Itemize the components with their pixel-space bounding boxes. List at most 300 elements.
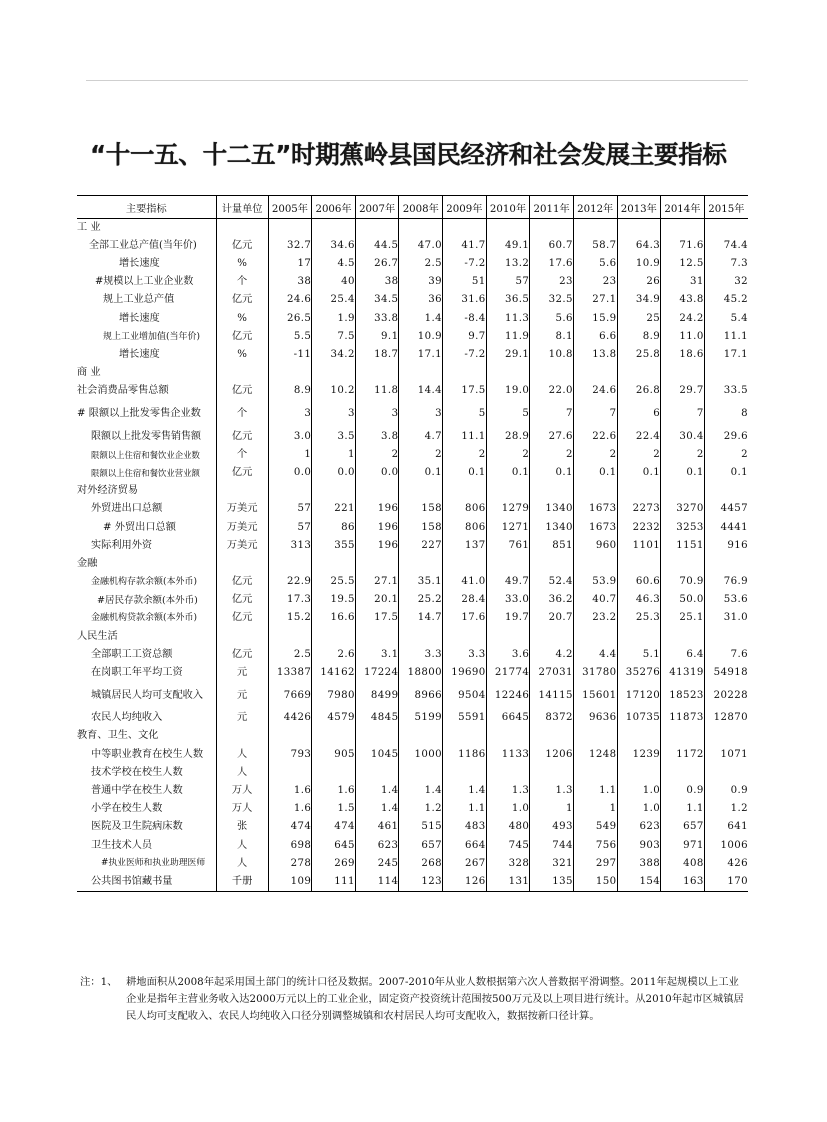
header-year: 2014年 <box>661 196 705 219</box>
value-cell: 8.1 <box>530 328 574 346</box>
value-cell: 1271 <box>486 519 530 537</box>
value-cell: 13387 <box>268 664 312 682</box>
value-cell: 3 <box>399 401 443 428</box>
value-cell: 328 <box>486 855 530 873</box>
value-cell: 641 <box>704 819 748 837</box>
value-cell: 26.8 <box>617 383 661 401</box>
value-cell: 11.0 <box>661 328 705 346</box>
value-cell: 1071 <box>704 746 748 764</box>
value-cell: 22.9 <box>268 573 312 591</box>
value-cell: 1 <box>573 800 617 818</box>
value-cell: 17 <box>268 255 312 273</box>
empty-cell <box>312 219 356 238</box>
value-cell: 761 <box>486 537 530 555</box>
indicator-label: 规上工业总产值 <box>103 294 175 306</box>
value-cell: 6.4 <box>661 646 705 664</box>
value-cell: 1.1 <box>661 800 705 818</box>
header-indicator: 主要指标 <box>77 196 216 219</box>
value-cell: 1239 <box>617 746 661 764</box>
value-cell: 269 <box>312 855 356 873</box>
value-cell: 6 <box>617 401 661 428</box>
value-cell: -7.2 <box>443 346 487 364</box>
value-cell: 13.8 <box>573 346 617 364</box>
empty-cell <box>530 482 574 500</box>
empty-cell <box>704 555 748 573</box>
value-cell: 9636 <box>573 710 617 728</box>
indicator-label: 增长速度 <box>119 258 160 270</box>
value-cell: 268 <box>399 855 443 873</box>
value-cell: 4579 <box>312 710 356 728</box>
value-cell: 17.1 <box>704 346 748 364</box>
unit-cell: 人 <box>216 746 268 764</box>
section-label: 商 业 <box>77 367 101 379</box>
value-cell: 4.7 <box>399 428 443 446</box>
value-cell: 58.7 <box>573 237 617 255</box>
value-cell: 1 <box>268 446 312 464</box>
value-cell: 57 <box>486 274 530 292</box>
value-cell: 17.3 <box>268 592 312 610</box>
value-cell: 18.6 <box>661 346 705 364</box>
value-cell: 7980 <box>312 683 356 710</box>
value-cell: 2 <box>355 446 399 464</box>
value-cell: 6.6 <box>573 328 617 346</box>
value-cell: 313 <box>268 537 312 555</box>
value-cell: 1.6 <box>268 782 312 800</box>
value-cell: 227 <box>399 537 443 555</box>
unit-cell: 亿元 <box>216 428 268 446</box>
header-year: 2006年 <box>312 196 356 219</box>
empty-cell <box>661 555 705 573</box>
value-cell: 45.2 <box>704 292 748 310</box>
value-cell: 11873 <box>661 710 705 728</box>
value-cell: 4426 <box>268 710 312 728</box>
indicator-label: #执业医师和执业助理医师 <box>101 858 206 869</box>
value-cell: 137 <box>443 537 487 555</box>
empty-cell <box>355 365 399 383</box>
value-cell: 1340 <box>530 519 574 537</box>
indicator-label: 卫生技术人员 <box>91 839 153 851</box>
empty-cell <box>443 555 487 573</box>
value-cell: 25.4 <box>312 292 356 310</box>
value-cell: 5 <box>443 401 487 428</box>
unit-cell: 亿元 <box>216 383 268 401</box>
empty-cell <box>399 555 443 573</box>
value-cell: 1186 <box>443 746 487 764</box>
value-cell: 11.8 <box>355 383 399 401</box>
empty-cell <box>617 628 661 646</box>
value-cell: 1673 <box>573 519 617 537</box>
value-cell: 19.5 <box>312 592 356 610</box>
value-cell: 17.6 <box>530 255 574 273</box>
empty-cell <box>268 219 312 238</box>
value-cell: 321 <box>530 855 574 873</box>
value-cell: 7 <box>530 401 574 428</box>
value-cell: 34.5 <box>355 292 399 310</box>
value-cell: 9504 <box>443 683 487 710</box>
value-cell: 31780 <box>573 664 617 682</box>
value-cell: 7669 <box>268 683 312 710</box>
value-cell: 1.3 <box>486 782 530 800</box>
footnote-lead: 注：1、 <box>80 976 118 988</box>
section-row <box>77 555 748 573</box>
value-cell: 29.1 <box>486 346 530 364</box>
value-cell: 34.9 <box>617 292 661 310</box>
value-cell: 1.4 <box>355 782 399 800</box>
value-cell: 25.1 <box>661 610 705 628</box>
value-cell: 0.1 <box>617 464 661 482</box>
value-cell: 71.6 <box>661 237 705 255</box>
unit-cell: 人 <box>216 837 268 855</box>
indicator-label: 金融机构贷款余额(本外币) <box>91 613 198 624</box>
indicator-label: 限额以上批发零售销售额 <box>91 430 201 442</box>
value-cell: 44.5 <box>355 237 399 255</box>
value-cell <box>443 764 487 782</box>
empty-cell <box>216 219 268 238</box>
value-cell: 25.5 <box>312 573 356 591</box>
empty-cell <box>443 219 487 238</box>
value-cell: 25.8 <box>617 346 661 364</box>
value-cell: 114 <box>355 873 399 892</box>
empty-cell <box>704 482 748 500</box>
value-cell: 39 <box>399 274 443 292</box>
empty-cell <box>443 728 487 746</box>
empty-cell <box>704 219 748 238</box>
value-cell: 1248 <box>573 746 617 764</box>
value-cell: 2.6 <box>312 646 356 664</box>
value-cell: 25.3 <box>617 610 661 628</box>
indicator-label: 规上工业增加值(当年价) <box>103 331 201 342</box>
empty-cell <box>486 728 530 746</box>
value-cell: 4845 <box>355 710 399 728</box>
value-cell: 905 <box>312 746 356 764</box>
empty-cell <box>530 555 574 573</box>
value-cell <box>268 764 312 782</box>
section-row <box>77 482 748 500</box>
empty-cell <box>355 482 399 500</box>
value-cell: 22.6 <box>573 428 617 446</box>
unit-cell: 亿元 <box>216 292 268 310</box>
value-cell: 19.7 <box>486 610 530 628</box>
section-label: 金融 <box>77 557 98 569</box>
value-cell: 7 <box>661 401 705 428</box>
value-cell: 154 <box>617 873 661 892</box>
value-cell: 27.1 <box>573 292 617 310</box>
value-cell: 70.9 <box>661 573 705 591</box>
value-cell: 26 <box>617 274 661 292</box>
section-label: 对外经济贸易 <box>77 485 139 497</box>
value-cell: 664 <box>443 837 487 855</box>
value-cell: 5.6 <box>573 255 617 273</box>
value-cell: 515 <box>399 819 443 837</box>
value-cell: 426 <box>704 855 748 873</box>
value-cell: 12870 <box>704 710 748 728</box>
value-cell: 2 <box>573 446 617 464</box>
empty-cell <box>573 365 617 383</box>
value-cell: 109 <box>268 873 312 892</box>
unit-cell: % <box>216 310 268 328</box>
value-cell: 11.9 <box>486 328 530 346</box>
empty-cell <box>486 365 530 383</box>
empty-cell <box>617 555 661 573</box>
empty-cell <box>661 482 705 500</box>
value-cell: 23 <box>573 274 617 292</box>
value-cell: -11 <box>268 346 312 364</box>
value-cell: 23 <box>530 274 574 292</box>
table-row <box>77 328 748 346</box>
value-cell: 7.5 <box>312 328 356 346</box>
unit-cell: 千册 <box>216 873 268 892</box>
footnote <box>80 974 748 1024</box>
empty-cell <box>399 728 443 746</box>
unit-cell: 亿元 <box>216 592 268 610</box>
unit-cell: 个 <box>216 401 268 428</box>
value-cell: 40 <box>312 274 356 292</box>
value-cell: 47.0 <box>399 237 443 255</box>
table-row <box>77 310 748 328</box>
empty-cell <box>486 219 530 238</box>
value-cell: 76.9 <box>704 573 748 591</box>
unit-cell: 万美元 <box>216 501 268 519</box>
top-rule <box>86 80 748 81</box>
value-cell: 17.5 <box>355 610 399 628</box>
unit-cell: 元 <box>216 664 268 682</box>
value-cell: 2.5 <box>399 255 443 273</box>
empty-cell <box>216 365 268 383</box>
value-cell: 1.3 <box>530 782 574 800</box>
value-cell: 0.1 <box>573 464 617 482</box>
value-cell: 3.8 <box>355 428 399 446</box>
value-cell: 34.2 <box>312 346 356 364</box>
value-cell: 12246 <box>486 683 530 710</box>
value-cell: 1.0 <box>617 782 661 800</box>
value-cell: 744 <box>530 837 574 855</box>
value-cell: 14115 <box>530 683 574 710</box>
table-row <box>77 292 748 310</box>
value-cell: 18523 <box>661 683 705 710</box>
table-row <box>77 592 748 610</box>
empty-cell <box>661 728 705 746</box>
indicator-label: 技术学校在校生人数 <box>91 766 183 778</box>
value-cell: 21774 <box>486 664 530 682</box>
value-cell: 25.2 <box>399 592 443 610</box>
value-cell: 196 <box>355 537 399 555</box>
indicator-label: 外贸进出口总额 <box>91 503 163 515</box>
value-cell: 1206 <box>530 746 574 764</box>
value-cell: 57 <box>268 519 312 537</box>
value-cell <box>530 764 574 782</box>
table-row <box>77 855 748 873</box>
value-cell: 3 <box>312 401 356 428</box>
unit-cell: % <box>216 255 268 273</box>
value-cell: 4.5 <box>312 255 356 273</box>
value-cell: 1.9 <box>312 310 356 328</box>
empty-cell <box>355 219 399 238</box>
value-cell: 0.0 <box>355 464 399 482</box>
value-cell: 41319 <box>661 664 705 682</box>
value-cell: 111 <box>312 873 356 892</box>
unit-cell: % <box>216 346 268 364</box>
value-cell: 408 <box>661 855 705 873</box>
value-cell: 31 <box>661 274 705 292</box>
value-cell: 35276 <box>617 664 661 682</box>
value-cell: 0.1 <box>399 464 443 482</box>
value-cell: 22.4 <box>617 428 661 446</box>
empty-cell <box>573 555 617 573</box>
table-row <box>77 501 748 519</box>
value-cell: 1101 <box>617 537 661 555</box>
value-cell: 33.8 <box>355 310 399 328</box>
value-cell: 745 <box>486 837 530 855</box>
value-cell: 10.9 <box>617 255 661 273</box>
value-cell: 14162 <box>312 664 356 682</box>
value-cell: 8.9 <box>617 328 661 346</box>
value-cell: 1.0 <box>617 800 661 818</box>
value-cell: 15601 <box>573 683 617 710</box>
unit-cell: 个 <box>216 446 268 464</box>
value-cell: 34.6 <box>312 237 356 255</box>
value-cell: 74.4 <box>704 237 748 255</box>
table-row <box>77 782 748 800</box>
value-cell: 1340 <box>530 501 574 519</box>
empty-cell <box>661 628 705 646</box>
section-row <box>77 728 748 746</box>
value-cell: 0.1 <box>704 464 748 482</box>
table-row <box>77 837 748 855</box>
value-cell: 196 <box>355 519 399 537</box>
value-cell: 20228 <box>704 683 748 710</box>
value-cell: 19.0 <box>486 383 530 401</box>
empty-cell <box>216 728 268 746</box>
empty-cell <box>704 628 748 646</box>
value-cell: 33.0 <box>486 592 530 610</box>
empty-cell <box>661 365 705 383</box>
value-cell: 26.5 <box>268 310 312 328</box>
value-cell: 3270 <box>661 501 705 519</box>
value-cell: 150 <box>573 873 617 892</box>
indicator-label: 小学在校生人数 <box>91 803 163 815</box>
indicator-label: 在岗职工年平均工资 <box>91 667 183 679</box>
value-cell: 38 <box>268 274 312 292</box>
value-cell: 31.6 <box>443 292 487 310</box>
unit-cell: 亿元 <box>216 573 268 591</box>
value-cell: 2 <box>443 446 487 464</box>
table-row <box>77 274 748 292</box>
value-cell: 51 <box>443 274 487 292</box>
table-row <box>77 573 748 591</box>
empty-cell <box>268 555 312 573</box>
header-year: 2009年 <box>443 196 487 219</box>
empty-cell <box>443 628 487 646</box>
table-row <box>77 401 748 428</box>
header-year: 2013年 <box>617 196 661 219</box>
unit-cell: 万人 <box>216 800 268 818</box>
empty-cell <box>704 365 748 383</box>
value-cell: 3253 <box>661 519 705 537</box>
value-cell: 1045 <box>355 746 399 764</box>
table-row <box>77 664 748 682</box>
indicator-label: #规模以上工业企业数 <box>95 276 194 288</box>
unit-cell: 人 <box>216 855 268 873</box>
value-cell: 971 <box>661 837 705 855</box>
table-row <box>77 519 748 537</box>
value-cell <box>573 764 617 782</box>
value-cell: 2 <box>661 446 705 464</box>
empty-cell <box>617 728 661 746</box>
value-cell: 5.1 <box>617 646 661 664</box>
value-cell: 17.6 <box>443 610 487 628</box>
value-cell: 12.5 <box>661 255 705 273</box>
value-cell: 10.2 <box>312 383 356 401</box>
table-body <box>77 219 748 892</box>
value-cell: 7 <box>573 401 617 428</box>
empty-cell <box>486 555 530 573</box>
value-cell: 297 <box>573 855 617 873</box>
unit-cell: 元 <box>216 683 268 710</box>
value-cell: 1.4 <box>399 782 443 800</box>
value-cell: 1.6 <box>268 800 312 818</box>
value-cell: 29.7 <box>661 383 705 401</box>
value-cell: 126 <box>443 873 487 892</box>
table-row <box>77 800 748 818</box>
empty-cell <box>268 628 312 646</box>
value-cell: 5.4 <box>704 310 748 328</box>
empty-cell <box>399 482 443 500</box>
value-cell: 27.6 <box>530 428 574 446</box>
value-cell: 5 <box>486 401 530 428</box>
value-cell: 0.1 <box>443 464 487 482</box>
value-cell: 49.7 <box>486 573 530 591</box>
unit-cell: 万美元 <box>216 519 268 537</box>
empty-cell <box>312 555 356 573</box>
empty-cell <box>399 365 443 383</box>
value-cell: 474 <box>312 819 356 837</box>
value-cell: 483 <box>443 819 487 837</box>
value-cell: 8966 <box>399 683 443 710</box>
section-label: 人民生活 <box>77 630 118 642</box>
footnote-text: 耕地面积从2008年起采用国土部门的统计口径及数据。2007-2010年从业人数根据第六次人普数据平滑调整。2011年起规模以上工业企业是指年主营业务收入达2000万元以上的工业企业，固定资产投资统计范围按500万元及以上项目进行统计。从2010年起市区城镇居民人均可支配收入、农民人均纯收入口径分别调整城镇和农村居民人均可支配收入，数据按新口径计算。 <box>126 976 744 1022</box>
value-cell: 20.1 <box>355 592 399 610</box>
empty-cell <box>268 482 312 500</box>
value-cell: 3 <box>355 401 399 428</box>
value-cell: 11.3 <box>486 310 530 328</box>
header-year: 2005年 <box>268 196 312 219</box>
value-cell: 19690 <box>443 664 487 682</box>
indicator-label: 社会消费品零售总额 <box>77 385 169 397</box>
value-cell: 5199 <box>399 710 443 728</box>
table-row <box>77 610 748 628</box>
indicator-label: 金融机构存款余额(本外币) <box>91 576 198 587</box>
value-cell: 5591 <box>443 710 487 728</box>
value-cell: 1172 <box>661 746 705 764</box>
value-cell: 60.6 <box>617 573 661 591</box>
indicator-label: 实际利用外资 <box>91 539 153 551</box>
value-cell: 1.2 <box>399 800 443 818</box>
value-cell: 1133 <box>486 746 530 764</box>
table-row <box>77 446 748 464</box>
section-row <box>77 219 748 238</box>
table-row <box>77 873 748 892</box>
indicator-label: 普通中学在校生人数 <box>91 784 183 796</box>
value-cell: 32.5 <box>530 292 574 310</box>
value-cell: 4.4 <box>573 646 617 664</box>
empty-cell <box>268 728 312 746</box>
value-cell: 27.1 <box>355 573 399 591</box>
value-cell: 24.6 <box>573 383 617 401</box>
value-cell: 7.3 <box>704 255 748 273</box>
value-cell: 17224 <box>355 664 399 682</box>
unit-cell: 亿元 <box>216 646 268 664</box>
value-cell: 903 <box>617 837 661 855</box>
